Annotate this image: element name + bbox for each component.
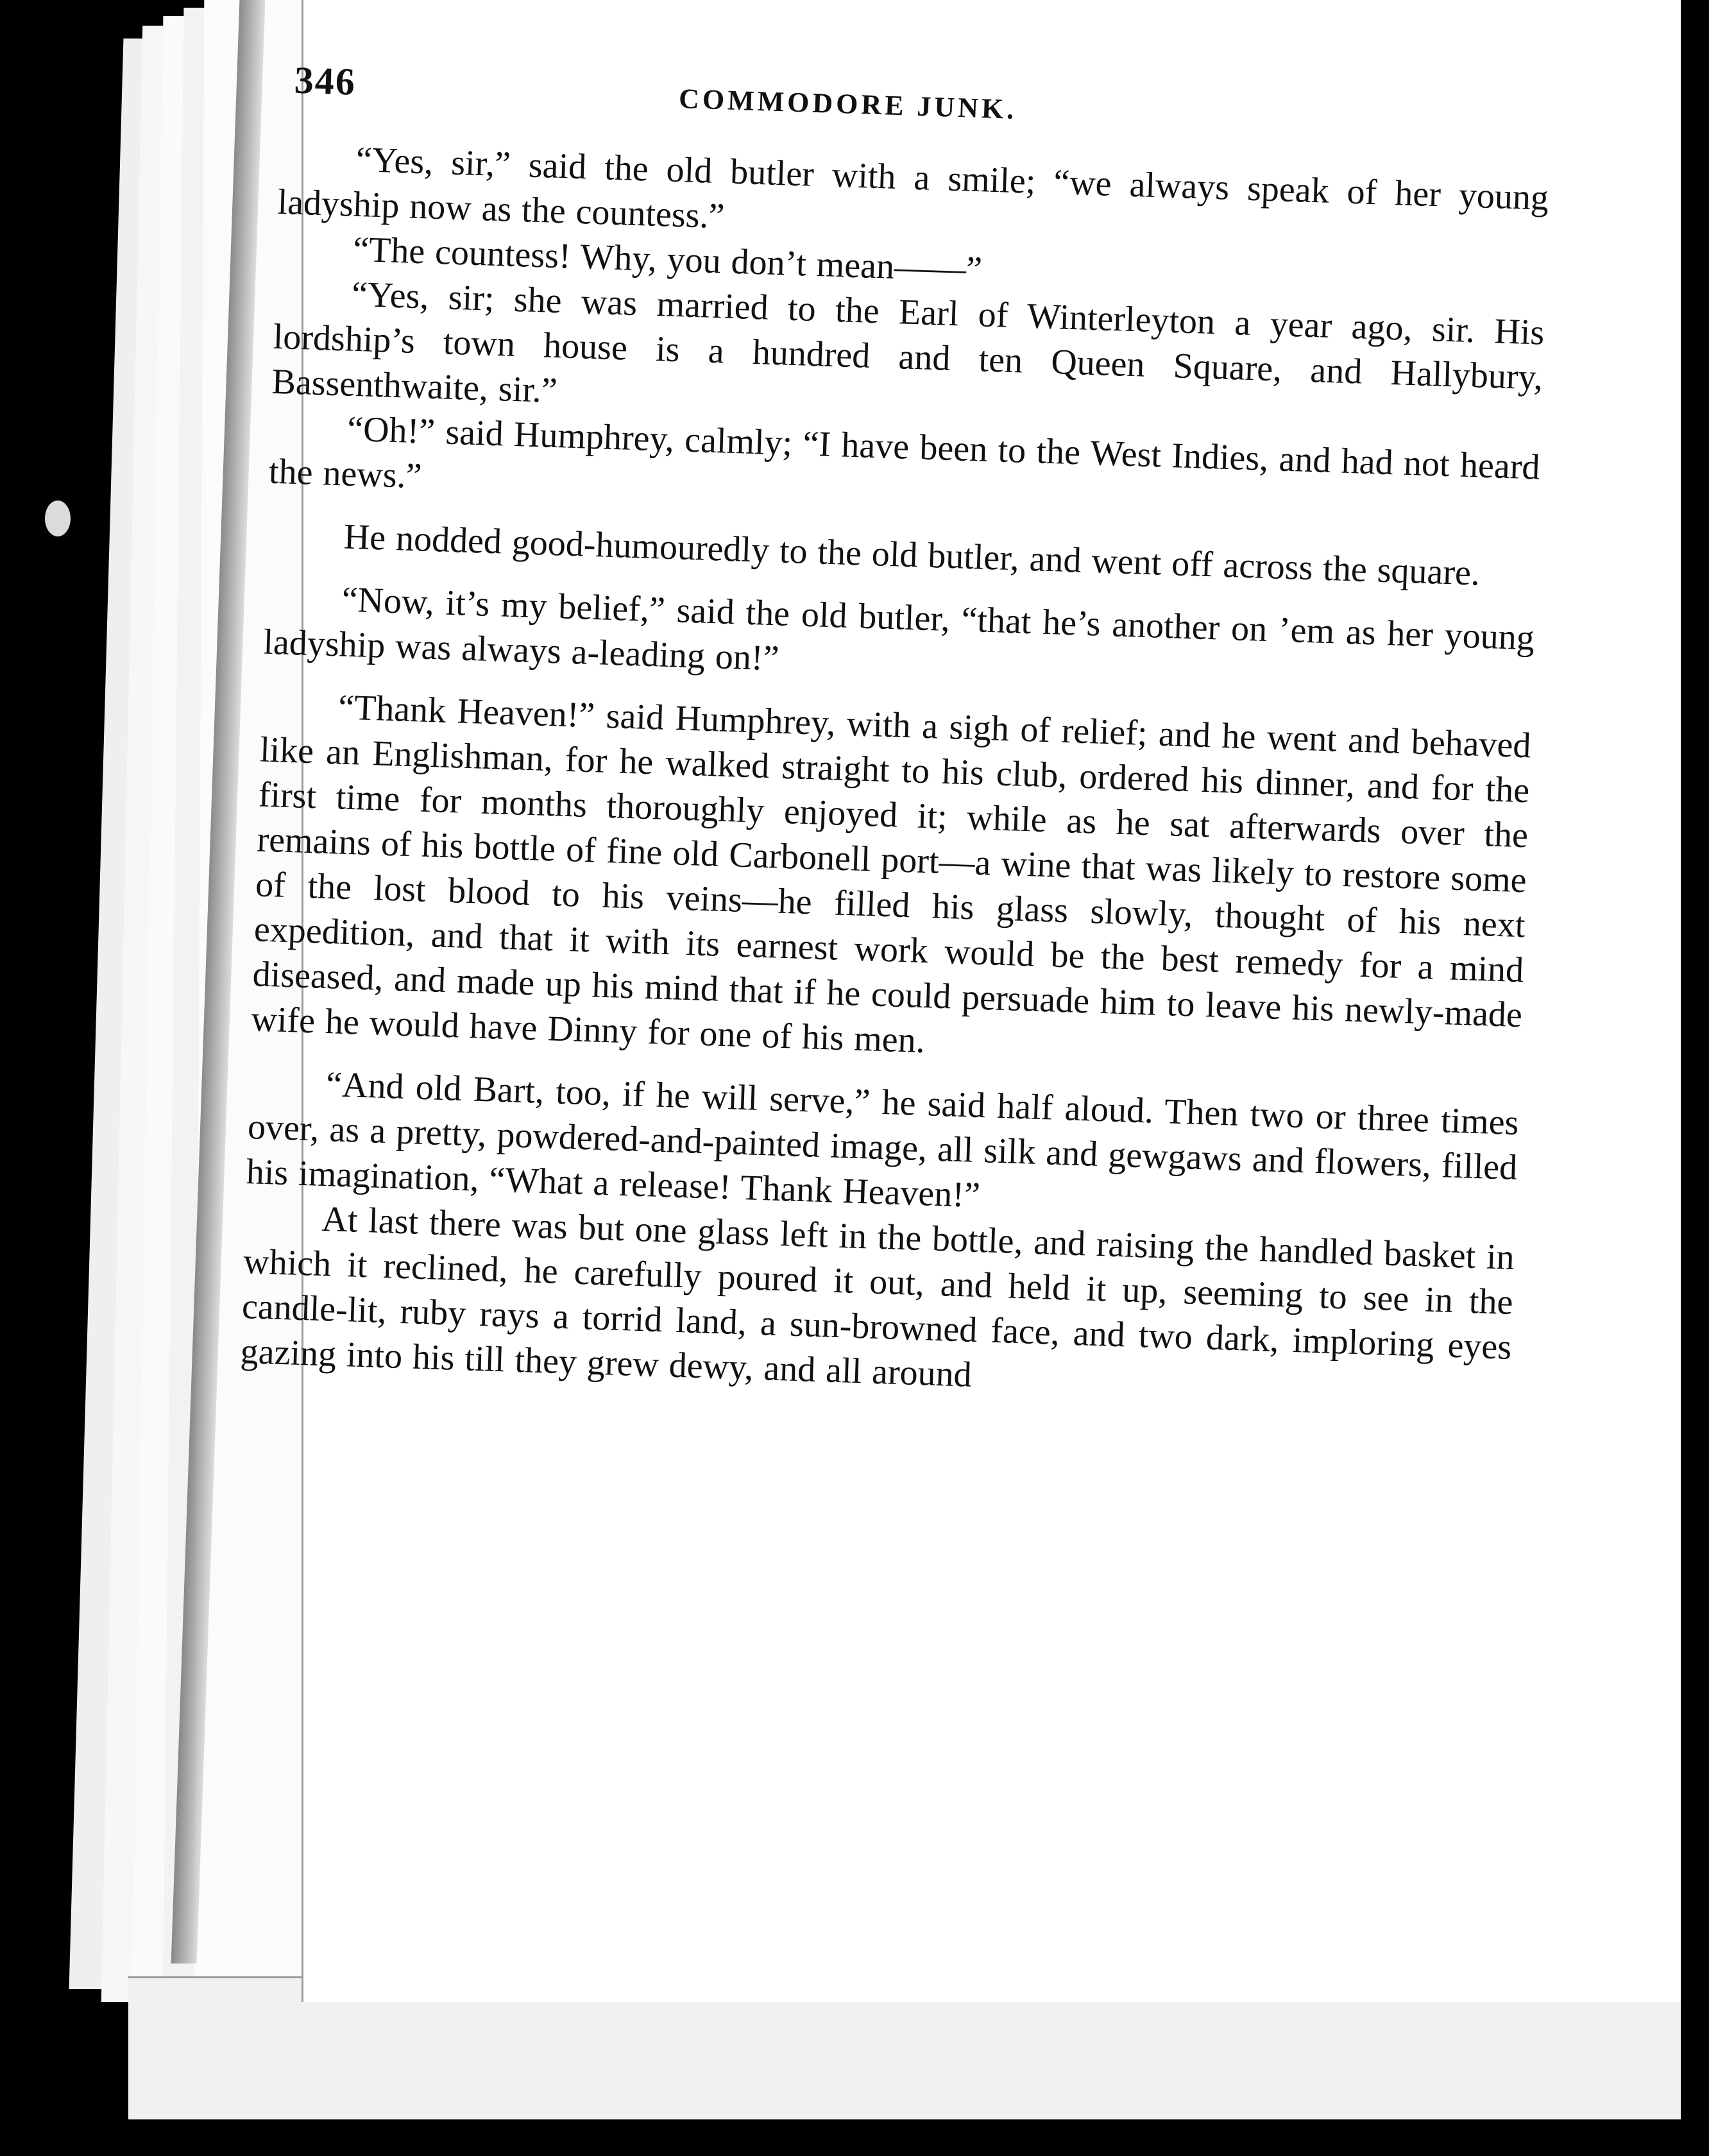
page-text-block: [221, 58, 1552, 1990]
paragraph: “Oh!” said Humphrey, calmly; “I have been to the West Indies, and had not heard the news.”: [268, 409, 1541, 497]
paragraph: At last there was but one glass left in the bottle, and raising the handled basket in which it reclined, he carefully poured it out, and held it up, seeming to see in the candle-lit, ruby rays a torrid land, a sun-browned face, and two dark, imploring eyes gazing into his till they grew dewy, and all around: [239, 1199, 1515, 1395]
paragraph: “Yes, sir; she was married to the Earl of Winterleyton a year ago, sir. His lordship’s town house is a hundred and ten Queen Square, and Hallybury, Bassenthwaite, sir.”: [271, 274, 1545, 411]
paragraph: “Now, it’s my belief,” said the old butler, “that he’s another on ’em as her young ladyship was always a-leading on!”: [262, 579, 1535, 679]
scan-background-edge: [1681, 0, 1709, 2156]
paragraph: “Thank Heaven!” said Humphrey, with a sigh of relief; and he went and behaved like an Englishman, for he walked straight to his club, ordered his dinner, and for the first time for months thoroughly enjoyed it; while as he sat afterwards over the remains of his bottle of fine old Carbonell port—a wine that was likely to restore some of the lost blood to his veins—he filled his glass slowly, thought of his next expedition, and that it with its earnest work would be the best remedy for a mind diseased, and made up his mind that if he could persuade him to leave his newly-made wife he would have Dinny for one of his men.: [250, 687, 1532, 1061]
running-title: COMMODORE JUNK.: [678, 83, 1017, 125]
page-number: 346: [293, 58, 357, 103]
paragraph: “And old Bart, too, if he will serve,” he said half aloud. Then two or three times over, as a pretty, powdered-and-painted image, all silk and gewgaws and flowers, filled his imagination, “What a release! Thank Heaven!”: [245, 1065, 1520, 1216]
paragraph: He nodded good-humouredly to the old butler, and went off across the square.: [343, 517, 1481, 594]
paragraph: “The countess! Why, you don’t mean——”: [352, 229, 983, 290]
paper-speck: [45, 501, 71, 536]
paragraph: “Yes, sir,” said the old butler with a smile; “we always speak of her young ladyship now as the countess.”: [276, 139, 1549, 237]
